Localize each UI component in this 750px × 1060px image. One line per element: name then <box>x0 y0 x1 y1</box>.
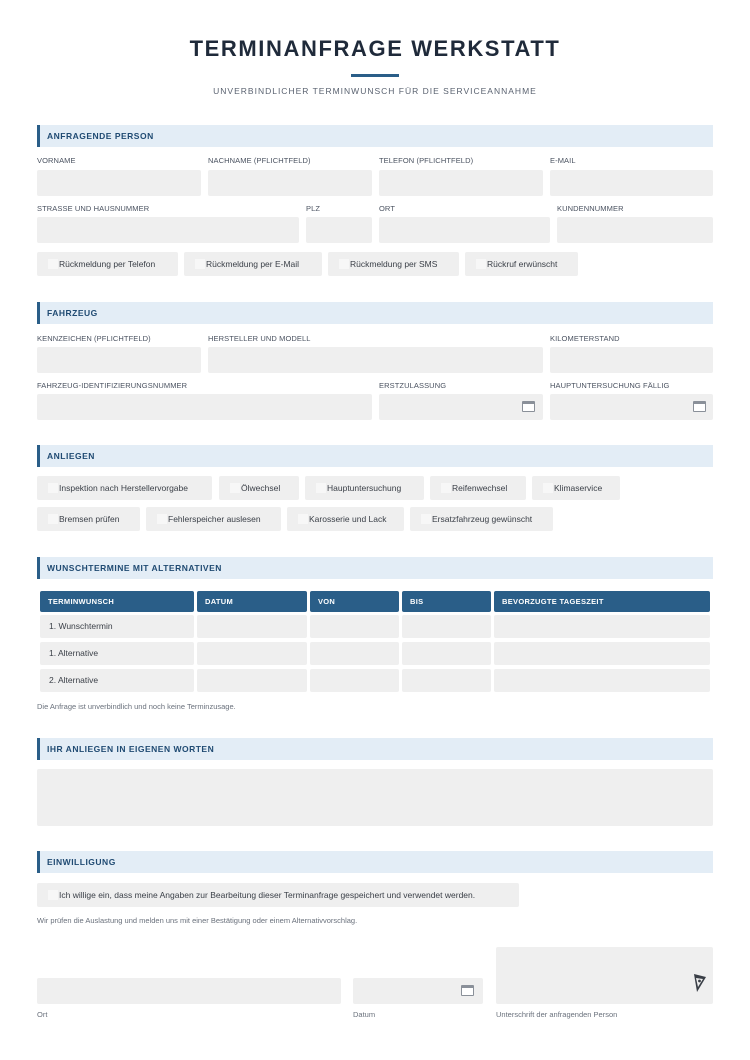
kennzeichen-field[interactable] <box>37 347 201 373</box>
checkbox-box[interactable] <box>48 483 58 493</box>
bis-cell[interactable] <box>402 615 491 638</box>
consent-note: Wir prüfen die Auslastung und melden uns mit einer Bestätigung oder einem Alternativvorschlag. <box>37 916 358 925</box>
signature-ort-field[interactable] <box>37 978 341 1004</box>
calendar-icon[interactable] <box>693 401 706 412</box>
hersteller-label: HERSTELLER UND MODELL <box>208 334 311 343</box>
checkbox-label: Rückruf erwünscht <box>487 259 558 269</box>
section-concern-header <box>37 445 713 467</box>
hu-field[interactable] <box>550 394 713 420</box>
section-consent-header <box>37 851 713 873</box>
checkbox-inspektion[interactable] <box>37 476 212 500</box>
calendar-icon[interactable] <box>522 401 535 412</box>
tageszeit-cell[interactable] <box>494 642 710 665</box>
checkbox-label: Klimaservice <box>554 483 603 493</box>
checkbox-box[interactable] <box>48 259 58 269</box>
kilometerstand-field[interactable] <box>550 347 713 373</box>
checkbox-hauptuntersuchung[interactable] <box>305 476 424 500</box>
datum-cell[interactable] <box>197 669 307 692</box>
checkbox-label: Rückmeldung per SMS <box>350 259 438 269</box>
section-description-header <box>37 738 713 760</box>
tageszeit-cell[interactable] <box>494 615 710 638</box>
checkbox-label: Fehlerspeicher auslesen <box>168 514 261 524</box>
signature-label: Unterschrift der anfragenden Person <box>496 1010 618 1019</box>
calendar-icon[interactable] <box>461 985 474 996</box>
column-header-label: BEVORZUGTE TAGESZEIT <box>502 597 604 606</box>
telefon-label: TELEFON (PFLICHTFELD) <box>379 156 474 165</box>
checkbox-consent[interactable] <box>37 883 519 907</box>
checkbox-label: Ich willige ein, dass meine Angaben zur Bearbeitung dieser Terminanfrage gespeichert und verwendet werden. <box>59 890 476 900</box>
email-label: E-MAIL <box>550 156 576 165</box>
strasse-field[interactable] <box>37 217 299 243</box>
section-vehicle-header <box>37 302 713 324</box>
checkbox-label: Ersatzfahrzeug gewünscht <box>432 514 533 524</box>
hu-label: HAUPTUNTERSUCHUNG FÄLLIG <box>550 381 670 390</box>
row-label: 2. Alternative <box>49 675 99 685</box>
fin-field[interactable] <box>37 394 372 420</box>
section-person-title: ANFRAGENDE PERSON <box>47 131 154 141</box>
signature-ort-label: Ort <box>37 1010 48 1019</box>
checkbox-label: Hauptuntersuchung <box>327 483 402 493</box>
datum-cell[interactable] <box>197 642 307 665</box>
checkbox-box[interactable] <box>421 514 431 524</box>
kundennummer-label: KUNDENNUMMER <box>557 204 624 213</box>
checkbox-box[interactable] <box>48 514 58 524</box>
checkbox-ersatzfahrzeug[interactable] <box>410 507 553 531</box>
strasse-label: STRASSE UND HAUSNUMMER <box>37 204 150 213</box>
checkbox-box[interactable] <box>441 483 451 493</box>
checkbox-box[interactable] <box>316 483 326 493</box>
nachname-field[interactable] <box>208 170 372 196</box>
section-appointments-header <box>37 557 713 579</box>
column-header-label: BIS <box>410 597 424 606</box>
signature-datum-label: Datum <box>353 1010 376 1019</box>
plz-label: PLZ <box>306 204 321 213</box>
title-divider <box>351 74 399 77</box>
table-row-label <box>40 669 194 692</box>
table-header-terminwunsch <box>40 591 194 612</box>
checkbox-reifenwechsel[interactable] <box>430 476 526 500</box>
checkbox-label: Inspektion nach Herstellervorgabe <box>59 483 188 493</box>
table-header-bis <box>402 591 491 612</box>
column-header-label: DATUM <box>205 597 234 606</box>
checkbox-klimaservice[interactable] <box>532 476 620 500</box>
bis-cell[interactable] <box>402 669 491 692</box>
bis-cell[interactable] <box>402 642 491 665</box>
tageszeit-cell[interactable] <box>494 669 710 692</box>
checkbox-fehlerspeicher[interactable] <box>146 507 281 531</box>
hersteller-field[interactable] <box>208 347 543 373</box>
row-label: 1. Wunschtermin <box>49 621 113 631</box>
section-vehicle-title: FAHRZEUG <box>47 308 98 318</box>
checkbox-label: Reifenwechsel <box>452 483 508 493</box>
checkbox-rueckmeldung-email[interactable] <box>184 252 322 276</box>
table-header-von <box>310 591 399 612</box>
signature-field[interactable] <box>496 947 713 1004</box>
checkbox-label: Karosserie und Lack <box>309 514 387 524</box>
vorname-field[interactable] <box>37 170 201 196</box>
form-subtitle: UNVERBINDLICHER TERMINWUNSCH FÜR DIE SERVICEANNAHME <box>213 86 537 96</box>
column-header-label: TERMINWUNSCH <box>48 597 115 606</box>
email-field[interactable] <box>550 170 713 196</box>
checkbox-karosserie[interactable] <box>287 507 404 531</box>
ort-field[interactable] <box>379 217 550 243</box>
checkbox-box[interactable] <box>195 259 205 269</box>
nachname-label: NACHNAME (PFLICHTFELD) <box>208 156 311 165</box>
checkbox-box[interactable] <box>48 890 58 900</box>
section-person-header <box>37 125 713 147</box>
checkbox-label: Ölwechsel <box>241 483 281 493</box>
kilometerstand-label: KILOMETERSTAND <box>550 334 620 343</box>
von-cell[interactable] <box>310 642 399 665</box>
description-textarea[interactable] <box>37 769 713 826</box>
checkbox-box[interactable] <box>157 514 167 524</box>
column-header-label: VON <box>318 597 336 606</box>
form-title: TERMINANFRAGE WERKSTATT <box>189 36 561 61</box>
erstzulassung-label: ERSTZULASSUNG <box>379 381 447 390</box>
table-header-datum <box>197 591 307 612</box>
von-cell[interactable] <box>310 669 399 692</box>
checkbox-label: Bremsen prüfen <box>59 514 120 524</box>
ort-label: ORT <box>379 204 395 213</box>
table-header-tageszeit <box>494 591 710 612</box>
checkbox-label: Rückmeldung per E-Mail <box>206 259 300 269</box>
appointments-note: Die Anfrage ist unverbindlich und noch keine Terminzusage. <box>37 702 236 711</box>
checkbox-rueckmeldung-telefon[interactable] <box>37 252 178 276</box>
checkbox-oelwechsel[interactable] <box>219 476 299 500</box>
fin-label: FAHRZEUG-IDENTIFIZIERUNGSNUMMER <box>37 381 188 390</box>
section-consent-title: EINWILLIGUNG <box>47 857 116 867</box>
section-description-title: IHR ANLIEGEN IN EIGENEN WORTEN <box>47 744 215 754</box>
table-row-label <box>40 615 194 638</box>
plz-field[interactable] <box>306 217 372 243</box>
kennzeichen-label: KENNZEICHEN (PFLICHTFELD) <box>37 334 151 343</box>
checkbox-box[interactable] <box>476 259 486 269</box>
checkbox-rueckruf[interactable] <box>465 252 578 276</box>
von-cell[interactable] <box>310 615 399 638</box>
checkbox-box[interactable] <box>230 483 240 493</box>
telefon-field[interactable] <box>379 170 543 196</box>
datum-cell[interactable] <box>197 615 307 638</box>
row-label: 1. Alternative <box>49 648 99 658</box>
pen-nib-icon <box>692 973 708 993</box>
kundennummer-field[interactable] <box>557 217 713 243</box>
erstzulassung-field[interactable] <box>379 394 543 420</box>
signature-datum-field[interactable] <box>353 978 483 1004</box>
table-row-label <box>40 642 194 665</box>
checkbox-bremsen[interactable] <box>37 507 140 531</box>
section-appointments-title: WUNSCHTERMINE MIT ALTERNATIVEN <box>47 563 222 573</box>
checkbox-rueckmeldung-sms[interactable] <box>328 252 459 276</box>
checkbox-label: Rückmeldung per Telefon <box>59 259 156 269</box>
checkbox-box[interactable] <box>543 483 553 493</box>
section-concern-title: ANLIEGEN <box>47 451 95 461</box>
checkbox-box[interactable] <box>339 259 349 269</box>
checkbox-box[interactable] <box>298 514 308 524</box>
vorname-label: VORNAME <box>37 156 76 165</box>
